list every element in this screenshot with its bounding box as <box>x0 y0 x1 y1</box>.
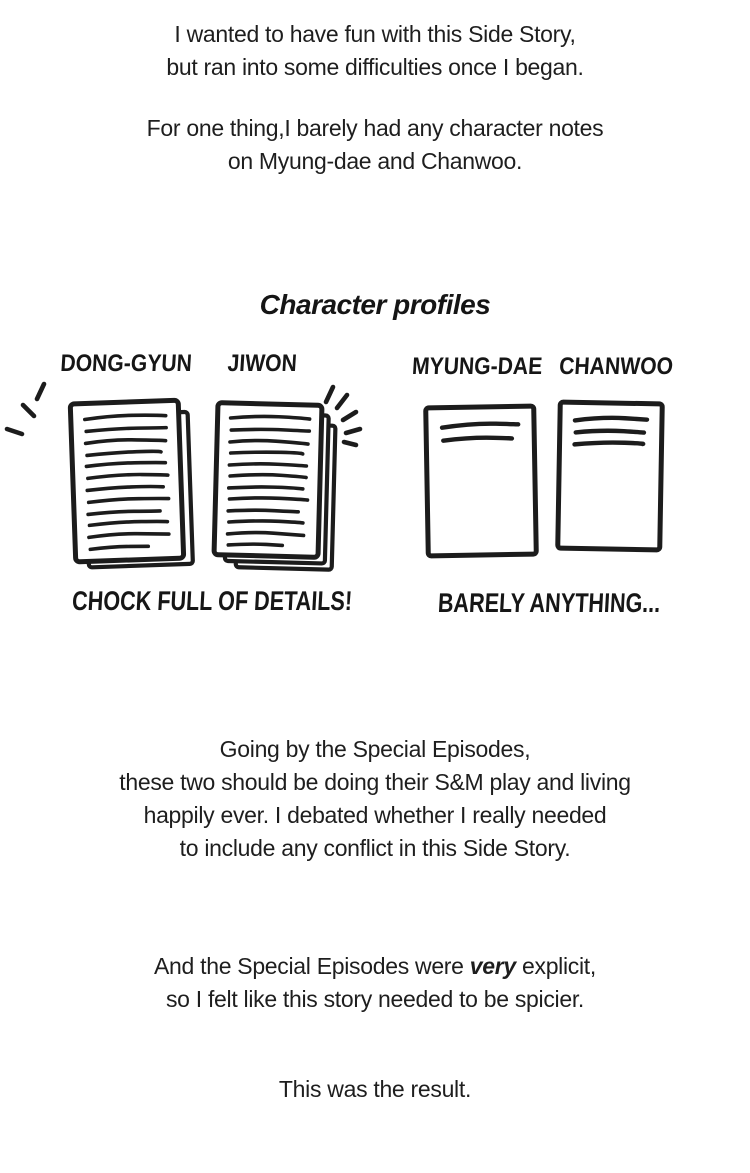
text-line: Going by the Special Episodes, <box>219 736 531 762</box>
text-line: happily ever. I debated whether I really needed <box>143 802 607 828</box>
label-myung-dae: MYUNG-DAE <box>411 353 544 380</box>
text-line: these two should be doing their S&M play and living <box>119 769 631 795</box>
jiwon-notebook-drawing <box>214 403 336 570</box>
body-paragraph-2 <box>0 950 750 1016</box>
body-paragraph-1 <box>0 733 750 865</box>
intro-paragraph-2 <box>0 112 750 178</box>
text-line <box>0 950 750 983</box>
dong-gyun-notebook-drawing <box>70 400 193 568</box>
text-line: on Myung-dae and Chanwoo. <box>227 148 523 174</box>
text-line: so I felt like this story needed to be spicier. <box>165 986 584 1012</box>
caption-sparse: BARELY ANYTHING... <box>437 588 662 618</box>
text-line: but ran into some difficulties once I began. <box>166 54 584 80</box>
closing-line: This was the result. <box>278 1076 472 1102</box>
emphasis-dashes-left-icon <box>7 384 44 434</box>
text-line: I wanted to have fun with this Side Story, <box>174 21 576 47</box>
text-segment: explicit, <box>515 953 596 979</box>
emphasized-word: very <box>469 953 516 979</box>
caption-detailed: CHOCK FULL OF DETAILS! <box>71 586 353 616</box>
myung-dae-page-drawing <box>426 406 537 556</box>
label-jiwon: JIWON <box>226 350 298 377</box>
text-segment: And the Special Episodes were <box>154 953 470 979</box>
text-line: to include any conflict in this Side Story. <box>179 835 571 861</box>
character-notes-figure <box>0 378 750 590</box>
figure-title: Character profiles <box>259 289 491 320</box>
label-dong-gyun: DONG-GYUN <box>59 350 193 377</box>
label-chanwoo: CHANWOO <box>558 353 674 380</box>
text-line: For one thing,I barely had any character notes <box>146 115 604 141</box>
chanwoo-page-drawing <box>558 402 663 550</box>
intro-paragraph-1 <box>0 18 750 84</box>
